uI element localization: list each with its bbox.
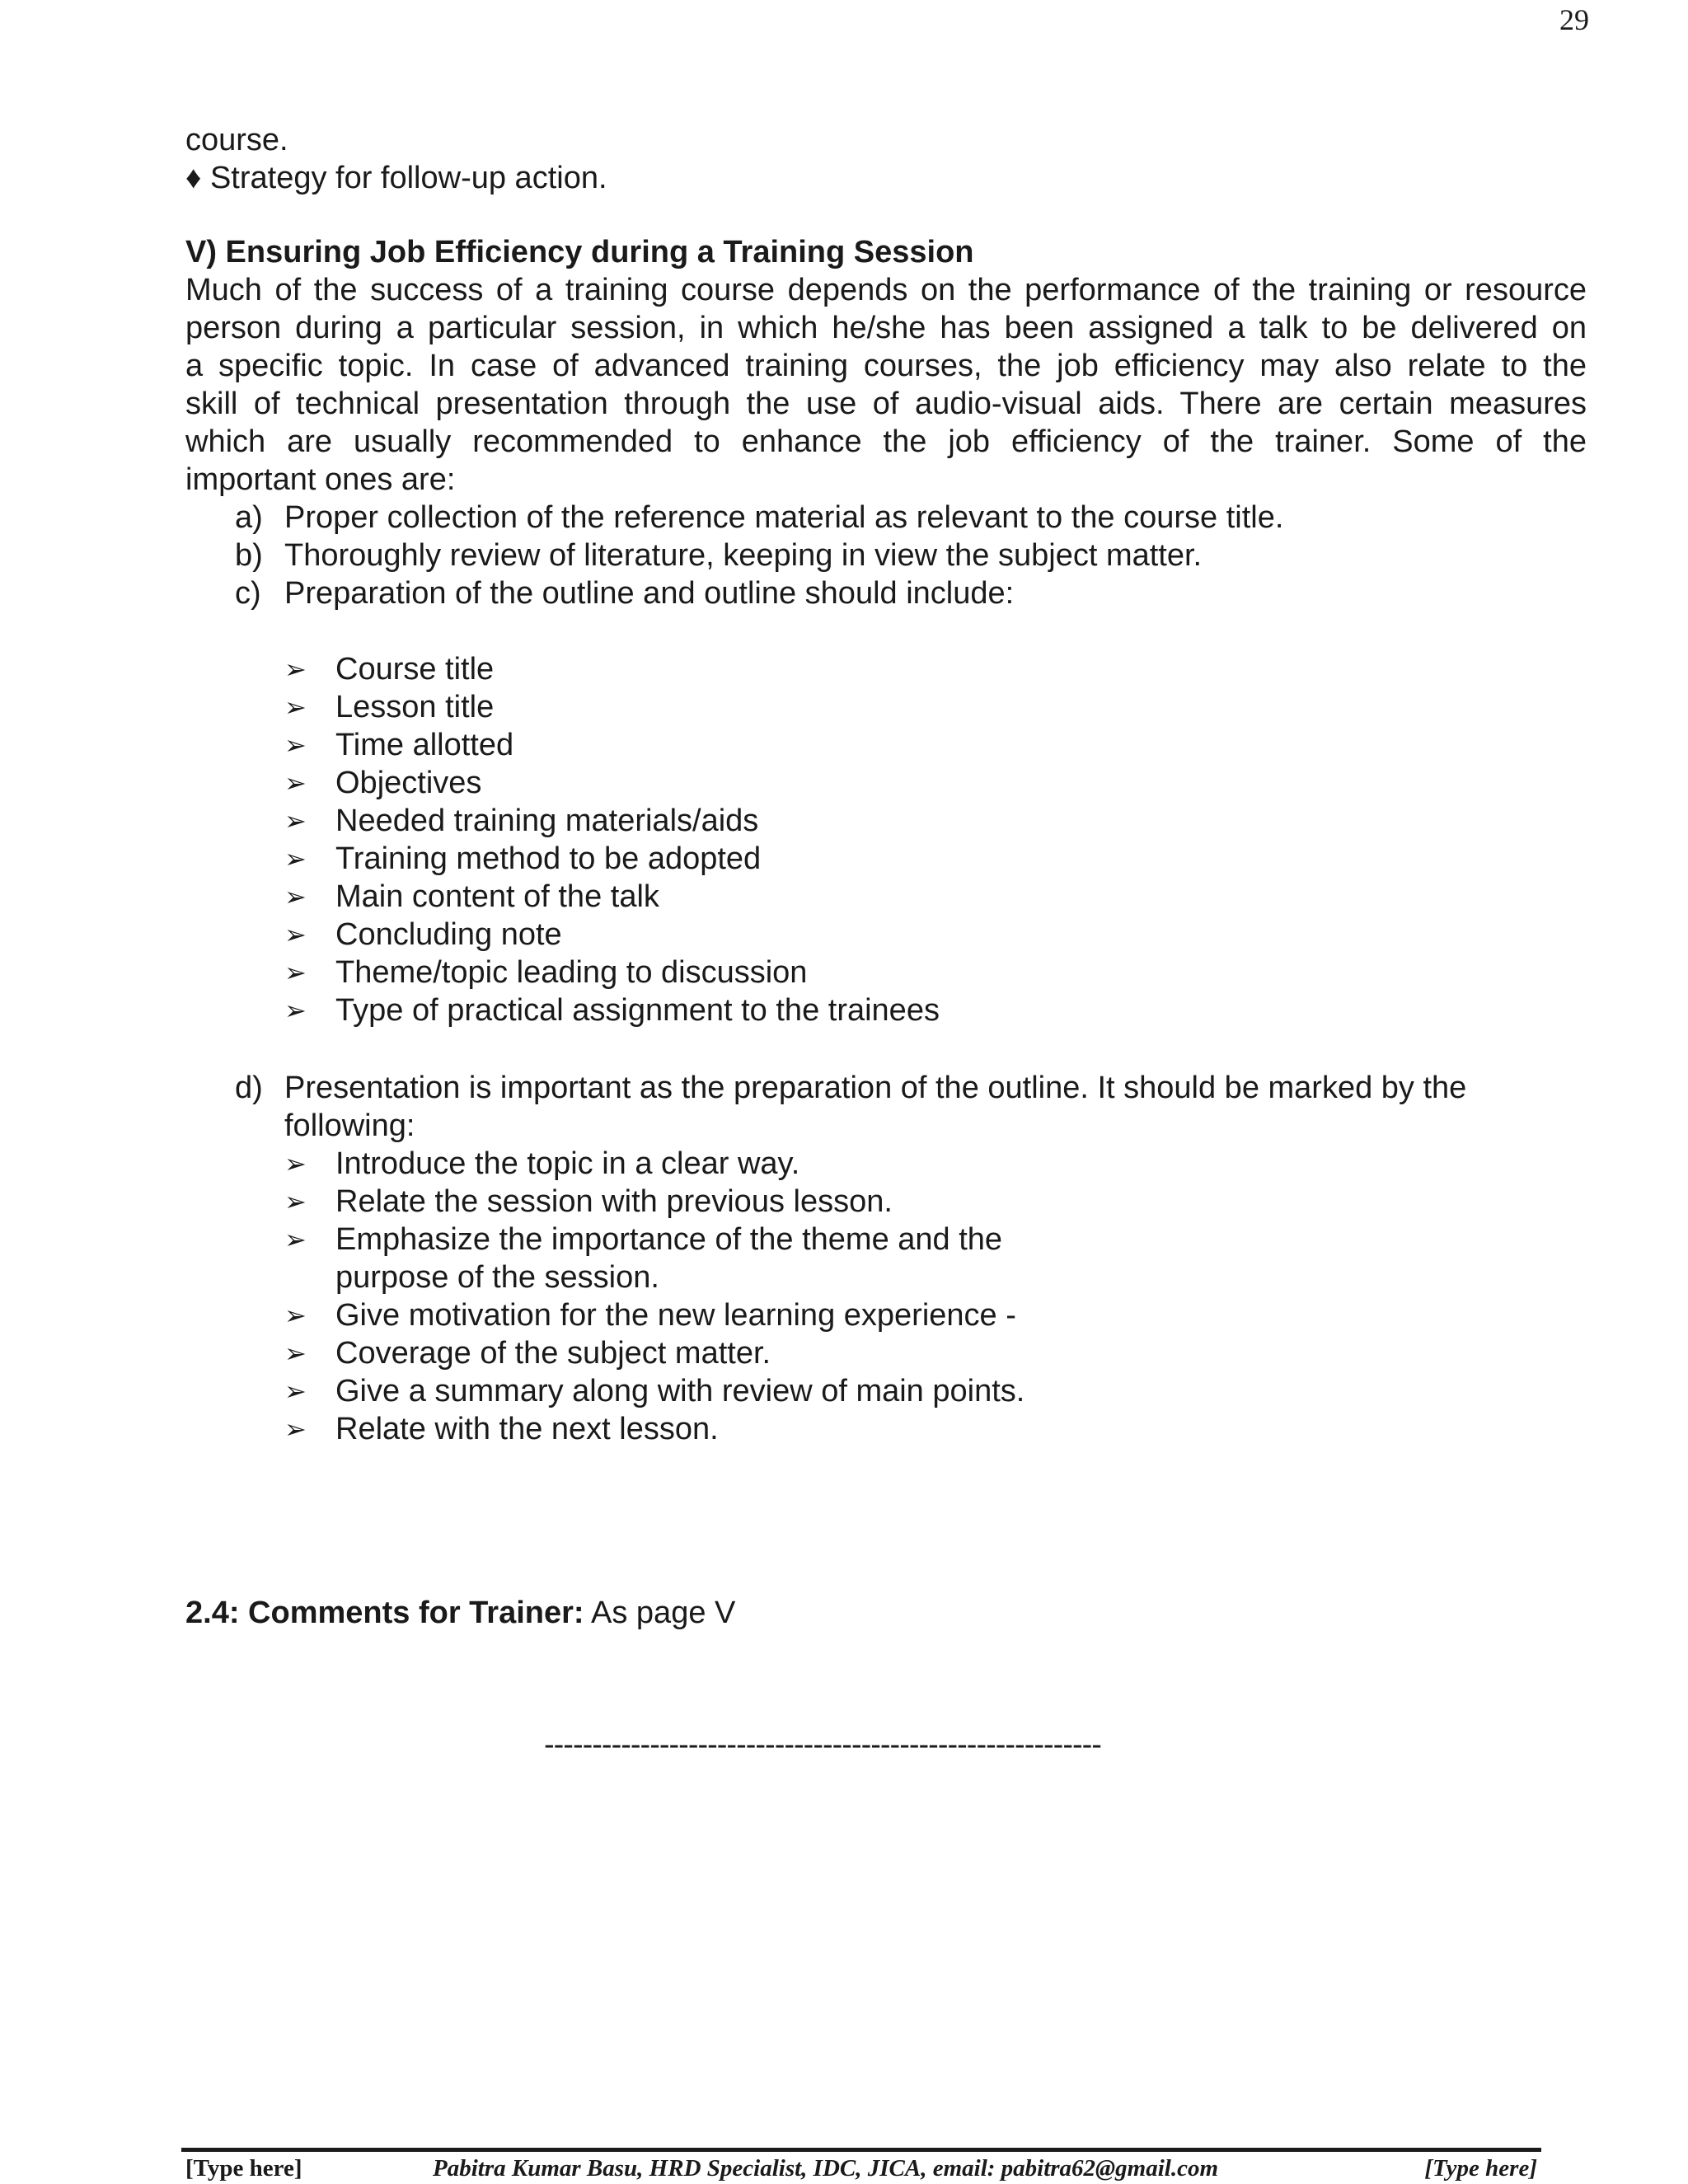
footer-right-placeholder: [Type here] <box>1424 2155 1537 2182</box>
comments-value: As page V <box>584 1596 736 1630</box>
arrow-bullet-icon: ➢ <box>284 957 307 988</box>
section-heading: V) Ensuring Job Efficiency during a Training Session <box>185 235 974 269</box>
paragraph-line: which are usually recommended to enhance the job efficiency of the trainer. Some of the <box>185 424 1587 459</box>
presentation-bullet <box>185 1334 1587 1372</box>
presentation-bullet <box>185 1372 1587 1410</box>
paragraph-line: skill of technical presentation through the use of audio-visual aids. There are certain measures <box>185 387 1587 421</box>
footer-author-credit: Pabitra Kumar Basu, HRD Specialist, IDC, JICA, email: pabitra62@gmail.com <box>433 2155 1219 2182</box>
alpha-marker: d) <box>235 1071 263 1105</box>
presentation-bullet <box>185 1145 1587 1183</box>
arrow-bullet-icon: ➢ <box>284 767 307 799</box>
outline-bullet <box>185 726 1587 764</box>
alpha-item-text: Preparation of the outline and outline should include: <box>284 576 1015 611</box>
outline-bullet <box>185 916 1587 954</box>
arrow-bullet-icon: ➢ <box>284 919 307 950</box>
page-number: 29 <box>1559 3 1589 36</box>
outline-bullet-text: Objectives <box>335 766 482 800</box>
presentation-bullet <box>185 1183 1587 1221</box>
outline-bullet <box>185 650 1587 688</box>
arrow-bullet-icon: ➢ <box>284 691 307 723</box>
arrow-bullet-icon: ➢ <box>284 1224 307 1255</box>
outline-bullet-text: Main content of the talk <box>335 879 659 914</box>
outline-bullet-text: Theme/topic leading to discussion <box>335 955 808 990</box>
arrow-bullet-icon: ➢ <box>284 1413 307 1445</box>
alpha-list-item <box>185 1069 1587 1107</box>
alpha-item-text: Presentation is important as the preparation of the outline. It should be marked by the <box>284 1071 1467 1105</box>
arrow-bullet-icon: ➢ <box>284 1338 307 1369</box>
alpha-item-continuation: following: <box>284 1108 415 1143</box>
outline-bullet-text: Time allotted <box>335 728 514 762</box>
outline-bullet-text: Training method to be adopted <box>335 841 762 876</box>
presentation-bullet-list <box>185 1145 1587 1448</box>
alpha-marker: a) <box>235 500 263 535</box>
arrow-bullet-icon: ➢ <box>284 1148 307 1179</box>
alpha-list-item <box>185 574 1587 612</box>
presentation-bullet-text: Emphasize the importance of the theme and the <box>335 1222 1003 1257</box>
outline-bullet-text: Course title <box>335 652 495 687</box>
footer-rule <box>181 2148 1541 2152</box>
presentation-bullet-continuation: purpose of the session. <box>335 1260 659 1295</box>
strategy-bullet: ♦ Strategy for follow-up action. <box>185 161 607 195</box>
paragraph-line: important ones are: <box>185 462 456 497</box>
section-paragraph <box>185 271 1587 499</box>
alpha-marker: c) <box>235 576 261 611</box>
presentation-bullet-text: Relate the session with previous lesson. <box>335 1184 893 1219</box>
outline-bullet-text: Needed training materials/aids <box>335 804 759 838</box>
alpha-marker: b) <box>235 538 263 573</box>
arrow-bullet-icon: ➢ <box>284 654 307 685</box>
outline-bullet-text: Concluding note <box>335 917 562 952</box>
intro-continuation: course. <box>185 123 288 157</box>
arrow-bullet-icon: ➢ <box>284 1186 307 1217</box>
presentation-bullet <box>185 1296 1587 1334</box>
outline-bullet <box>185 878 1587 916</box>
document-body <box>185 121 1587 1448</box>
arrow-bullet-icon: ➢ <box>284 805 307 837</box>
paragraph-line: Much of the success of a training course depends on the performance of the training or resource <box>185 273 1587 307</box>
arrow-bullet-icon: ➢ <box>284 843 307 874</box>
comments-label: 2.4: Comments for Trainer: <box>185 1596 584 1630</box>
arrow-bullet-icon: ➢ <box>284 995 307 1026</box>
outline-bullet <box>185 954 1587 991</box>
dashed-separator: ---------------------------------------------------------- <box>544 1727 1101 1762</box>
presentation-bullet-text: Give motivation for the new learning experience - <box>335 1298 1016 1333</box>
alpha-item-text: Thoroughly review of literature, keeping in view the subject matter. <box>284 538 1203 573</box>
outline-bullet <box>185 764 1587 802</box>
presentation-bullet <box>185 1221 1587 1258</box>
presentation-bullet-text: Coverage of the subject matter. <box>335 1336 771 1371</box>
arrow-bullet-icon: ➢ <box>284 729 307 761</box>
outline-bullet <box>185 840 1587 878</box>
outline-bullet-list <box>185 650 1587 1029</box>
arrow-bullet-icon: ➢ <box>284 1376 307 1407</box>
presentation-bullet-text: Give a summary along with review of main points. <box>335 1374 1025 1408</box>
outline-bullet-text: Lesson title <box>335 690 495 724</box>
arrow-bullet-icon: ➢ <box>284 881 307 912</box>
alpha-list-item <box>185 499 1587 537</box>
outline-bullet-text: Type of practical assignment to the trainees <box>335 993 940 1028</box>
footer-left-placeholder: [Type here] <box>185 2155 302 2182</box>
presentation-bullet-text: Relate with the next lesson. <box>335 1412 719 1446</box>
paragraph-line: person during a particular session, in which he/she has been assigned a talk to be delivered on <box>185 311 1587 345</box>
outline-bullet <box>185 688 1587 726</box>
paragraph-line: a specific topic. In case of advanced training courses, the job efficiency may also relate to the <box>185 349 1587 383</box>
alpha-list-item <box>185 537 1587 574</box>
presentation-bullet <box>185 1410 1587 1448</box>
arrow-bullet-icon: ➢ <box>284 1300 307 1331</box>
alpha-item-text: Proper collection of the reference material as relevant to the course title. <box>284 500 1284 535</box>
outline-bullet <box>185 802 1587 840</box>
presentation-bullet-text: Introduce the topic in a clear way. <box>335 1146 800 1181</box>
outline-bullet <box>185 991 1587 1029</box>
comments-for-trainer <box>185 1594 735 1632</box>
